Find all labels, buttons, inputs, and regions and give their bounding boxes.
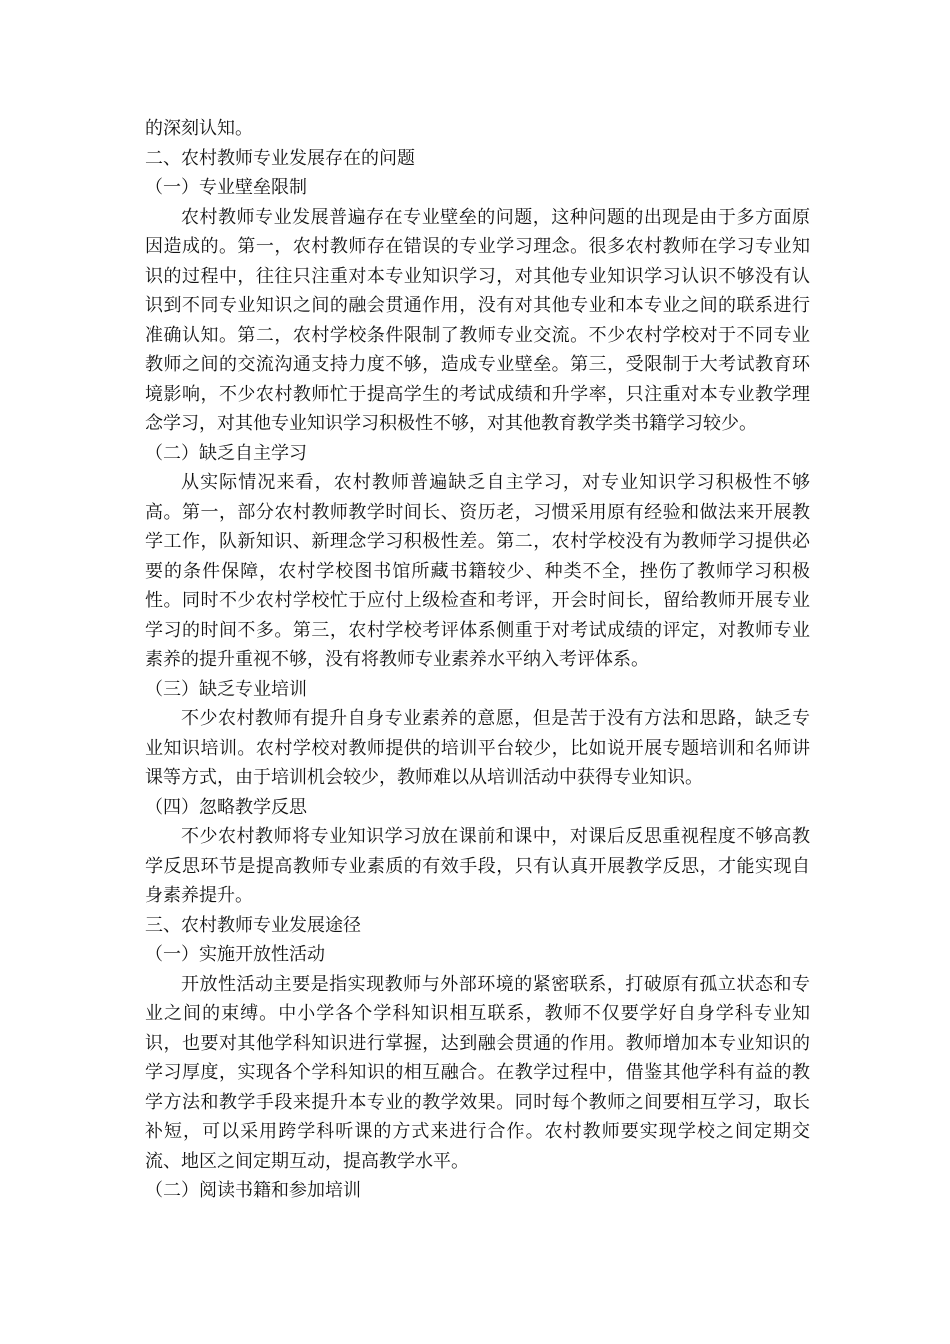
body-paragraph: 不少农村教师有提升自身专业素养的意愿，但是苦于没有方法和思路，缺乏专业知识培训。农村学校对教师提供的培训平台较少，比如说开展专题培训和名师讲课等方式，由于培训机会较少，教师难以从培训活动中获得专业知识。 (145, 708, 810, 788)
subsection-heading: （三）缺乏专业培训 (145, 678, 307, 700)
subsection-heading: （一）专业壁垒限制 (145, 177, 307, 198)
continued-paragraph: 的深刻认知。 (145, 118, 253, 139)
body-paragraph: 从实际情况来看，农村教师普遍缺乏自主学习，对专业知识学习积极性不够高。第一，部分农村教师教学时间长、资历老，习惯采用原有经验和做法来开展教学工作，队新知识、新理念学习积极性差。第二，农村学校没有为教师学习提供必要的条件保障，农村学校图书馆所藏书籍较少、种类不全，挫伤了教师学习积极性。同时不少农村学校忙于应付上级检查和考评，开会时间长，留给教师开展专业学习的时间不多。第三，农村学校考评体系侧重于对考试成绩的评定，对教师专业素养的提升重视不够，没有将教师专业素养水平纳入考评体系。 (145, 472, 810, 670)
subsection-heading: （二）缺乏自主学习 (145, 442, 307, 464)
body-paragraph: 开放性活动主要是指实现教师与外部环境的紧密联系，打破原有孤立状态和专业之间的束缚。中小学各个学科知识相互联系，教师不仅要学好自身学科专业知识，也要对其他学科知识进行掌握，达到融会贯通的作用。教师增加本专业知识的学习厚度，实现各个学科知识的相互融合。在教学过程中，借鉴其他学科有益的教学方法和教学手段来提升本专业的教学效果。同时每个教师之间要相互学习，取长补短，可以采用跨学科听课的方式来进行合作。农村教师要实现学校之间定期交流、地区之间定期互动，提高教学水平。 (145, 973, 810, 1172)
section-heading: 三、农村教师专业发展途径 (145, 914, 361, 936)
subsection-heading: （一）实施开放性活动 (145, 944, 325, 965)
section-heading: 二、农村教师专业发展存在的问题 (145, 147, 415, 169)
subsection-heading: （四）忽略教学反思 (145, 796, 307, 818)
body-paragraph: 农村教师专业发展普遍存在专业壁垒的问题，这种问题的出现是由于多方面原因造成的。第一，农村教师存在错误的专业学习理念。很多农村教师在学习专业知识的过程中，往往只注重对本专业知识学习，对其他专业知识学习认识不够没有认识到不同专业知识之间的融会贯通作用，没有对其他专业和本专业之间的联系进行准确认知。第二，农村学校条件限制了教师专业交流。不少农村学校对于不同专业教师之间的交流沟通支持力度不够，造成专业壁垒。第三，受限制于大考试教育环境影响，不少农村教师忙于提高学生的考试成绩和升学率，只注重对本专业教学理念学习，对其他专业知识学习积极性不够，对其他教育教学类书籍学习较少。 (145, 206, 810, 434)
document-body (145, 114, 810, 1206)
body-paragraph: 不少农村教师将专业知识学习放在课前和课中，对课后反思重视程度不够高教学反思环节是提高教师专业素质的有效手段，只有认真开展教学反思，才能实现自身素养提升。 (145, 826, 810, 906)
subsection-heading: （二）阅读书籍和参加培训 (145, 1180, 361, 1201)
